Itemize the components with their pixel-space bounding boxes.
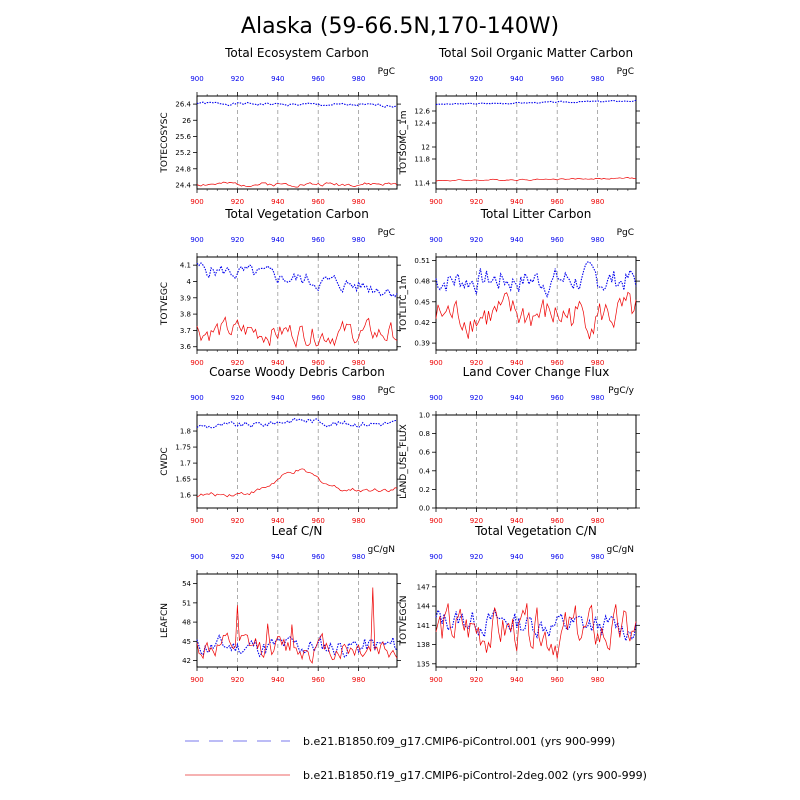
y-tick-label: 4 <box>186 277 191 286</box>
y-tick-label: 147 <box>416 583 430 592</box>
x-tick-label-bottom: 940 <box>510 517 524 525</box>
panel-8 <box>399 524 640 684</box>
panel-title: Leaf C/N <box>271 524 323 538</box>
x-tick-label-bottom: 900 <box>429 359 443 367</box>
panel-units: PgC <box>377 67 395 77</box>
x-tick-label-top: 980 <box>590 75 605 83</box>
x-tick-label-bottom: 920 <box>469 359 484 367</box>
x-tick-label-bottom: 960 <box>550 517 564 525</box>
x-tick-label-bottom: 940 <box>271 359 285 367</box>
panel-units: PgC <box>377 386 395 396</box>
y-tick-label: 45 <box>182 637 191 646</box>
x-tick-label-top: 900 <box>429 75 443 83</box>
figure-title: Alaska (59-66.5N,170-140W) <box>240 14 560 39</box>
x-tick-label-bottom: 940 <box>510 359 524 367</box>
y-tick-label: 144 <box>416 602 430 611</box>
y-tick-label: 0.6 <box>418 448 430 457</box>
x-tick-label-top: 980 <box>351 75 366 83</box>
x-tick-label-bottom: 900 <box>190 676 204 684</box>
y-tick-label: 1.75 <box>175 443 191 452</box>
series-line-blue <box>436 100 636 104</box>
series-line-blue <box>197 263 397 297</box>
x-tick-label-top: 900 <box>190 236 204 244</box>
x-tick-label-top: 940 <box>510 236 524 244</box>
x-tick-label-bottom: 900 <box>429 198 443 206</box>
plot-frame <box>436 257 636 350</box>
x-tick-label-top: 900 <box>190 394 204 402</box>
x-tick-label-bottom: 960 <box>311 198 325 206</box>
x-tick-label-bottom: 980 <box>351 676 366 684</box>
series-line-red <box>436 178 636 182</box>
plot-frame <box>197 415 397 508</box>
x-tick-label-bottom: 940 <box>271 517 285 525</box>
series-line-red <box>436 292 636 339</box>
series-line-blue <box>197 636 397 657</box>
y-tick-label: 0.48 <box>414 277 430 286</box>
y-tick-label: 25.6 <box>175 132 191 141</box>
panel-2 <box>399 46 640 206</box>
x-tick-label-top: 940 <box>510 553 524 561</box>
y-tick-label: 135 <box>416 660 430 669</box>
x-tick-label-bottom: 980 <box>590 359 605 367</box>
x-tick-label-top: 920 <box>469 75 484 83</box>
plot-frame <box>197 257 397 350</box>
y-tick-label: 51 <box>182 599 191 608</box>
x-tick-label-bottom: 900 <box>429 676 443 684</box>
y-axis-label: TOTVEGC <box>160 281 170 326</box>
y-tick-label: 0.4 <box>418 467 430 476</box>
x-tick-label-bottom: 920 <box>469 198 484 206</box>
x-tick-label-top: 980 <box>590 553 605 561</box>
x-tick-label-top: 900 <box>429 553 443 561</box>
series-line-red <box>197 317 397 347</box>
panel-6 <box>399 365 640 525</box>
x-tick-label-top: 900 <box>190 75 204 83</box>
y-tick-label: 141 <box>416 621 430 630</box>
x-tick-label-top: 960 <box>311 394 325 402</box>
y-tick-label: 1.0 <box>418 411 430 420</box>
plot-frame <box>436 96 636 189</box>
y-tick-label: 12.6 <box>414 107 430 116</box>
x-tick-label-bottom: 920 <box>469 676 484 684</box>
panel-units: PgC <box>616 67 634 77</box>
y-tick-label: 3.6 <box>179 343 191 352</box>
plot-frame <box>197 574 397 667</box>
y-tick-label: 54 <box>182 580 191 589</box>
panel-1 <box>160 46 401 206</box>
panel-4 <box>399 207 640 367</box>
series-line-red <box>197 588 397 664</box>
y-tick-label: 0.45 <box>414 298 430 307</box>
y-axis-label: TOTVEGCN <box>399 595 409 646</box>
y-tick-label: 138 <box>416 641 430 650</box>
x-tick-label-top: 960 <box>550 394 564 402</box>
y-tick-label: 11.8 <box>414 155 430 164</box>
x-tick-label-bottom: 920 <box>469 517 484 525</box>
panel-title: Total Ecosystem Carbon <box>225 46 369 60</box>
y-axis-label: TOTLITC_1m <box>399 275 409 332</box>
y-tick-label: 11.4 <box>414 179 430 188</box>
panel-title: Total Vegetation Carbon <box>225 207 369 221</box>
y-tick-label: 1.65 <box>175 475 191 484</box>
panels <box>160 46 640 684</box>
y-axis-label: LEAFCN <box>160 602 170 639</box>
x-tick-label-top: 900 <box>429 394 443 402</box>
series-line-red <box>197 469 397 497</box>
x-tick-label-top: 980 <box>351 394 366 402</box>
x-tick-label-top: 960 <box>311 75 325 83</box>
y-tick-label: 4.1 <box>179 261 191 270</box>
x-tick-label-top: 960 <box>311 236 325 244</box>
y-tick-label: 0.51 <box>414 256 430 265</box>
x-tick-label-top: 940 <box>271 553 285 561</box>
plot-frame <box>436 415 636 508</box>
x-tick-label-top: 960 <box>550 553 564 561</box>
y-axis-label: CWDC <box>160 447 170 476</box>
panel-units: gC/gN <box>606 545 634 555</box>
x-tick-label-bottom: 960 <box>311 359 325 367</box>
panel-title: Coarse Woody Debris Carbon <box>209 365 385 379</box>
legend-label-blue: b.e21.B1850.f09_g17.CMIP6-piControl.001 (yrs 900-999) <box>303 735 616 748</box>
panel-units: gC/gN <box>367 545 395 555</box>
x-tick-label-bottom: 920 <box>230 517 245 525</box>
x-tick-label-top: 980 <box>351 236 366 244</box>
x-tick-label-top: 940 <box>271 394 285 402</box>
x-tick-label-top: 960 <box>550 75 564 83</box>
x-tick-label-bottom: 980 <box>590 676 605 684</box>
y-tick-label: 25.2 <box>175 149 191 158</box>
y-tick-label: 1.6 <box>179 491 191 500</box>
panel-units: PgC/y <box>608 386 634 396</box>
series-line-red <box>436 603 636 658</box>
x-tick-label-bottom: 900 <box>190 517 204 525</box>
legend <box>185 735 647 782</box>
x-tick-label-bottom: 980 <box>590 198 605 206</box>
panel-3 <box>160 207 401 367</box>
x-tick-label-bottom: 920 <box>230 676 245 684</box>
y-tick-label: 3.8 <box>179 310 191 319</box>
x-tick-label-bottom: 960 <box>311 517 325 525</box>
x-tick-label-top: 920 <box>230 236 245 244</box>
x-tick-label-top: 900 <box>429 236 443 244</box>
plot-frame <box>197 96 397 189</box>
x-tick-label-bottom: 920 <box>230 198 245 206</box>
y-tick-label: 0.8 <box>418 430 430 439</box>
y-tick-label: 24.4 <box>175 181 191 190</box>
x-tick-label-bottom: 980 <box>351 517 366 525</box>
y-tick-label: 42 <box>182 657 191 666</box>
x-tick-label-top: 920 <box>230 394 245 402</box>
series-line-blue <box>436 262 636 296</box>
x-tick-label-bottom: 960 <box>550 359 564 367</box>
x-tick-label-bottom: 940 <box>510 676 524 684</box>
x-tick-label-bottom: 980 <box>590 517 605 525</box>
panel-units: PgC <box>377 228 395 238</box>
x-tick-label-bottom: 960 <box>311 676 325 684</box>
x-tick-label-top: 940 <box>271 236 285 244</box>
x-tick-label-bottom: 980 <box>351 198 366 206</box>
x-tick-label-bottom: 960 <box>550 676 564 684</box>
y-tick-label: 1.7 <box>179 459 191 468</box>
y-tick-label: 12.4 <box>414 119 430 128</box>
y-tick-label: 3.7 <box>179 326 191 335</box>
panel-units: PgC <box>616 228 634 238</box>
panel-5 <box>160 365 401 525</box>
x-tick-label-top: 900 <box>190 553 204 561</box>
x-tick-label-bottom: 900 <box>190 359 204 367</box>
x-tick-label-top: 920 <box>230 75 245 83</box>
series-line-blue <box>197 102 397 107</box>
y-tick-label: 24.8 <box>175 165 191 174</box>
x-tick-label-bottom: 900 <box>429 517 443 525</box>
legend-label-red: b.e21.B1850.f19_g17.CMIP6-piControl-2deg.002 (yrs 900-999) <box>303 769 647 782</box>
x-tick-label-top: 960 <box>550 236 564 244</box>
y-tick-label: 12 <box>421 143 430 152</box>
panel-title: Total Soil Organic Matter Carbon <box>438 46 634 60</box>
x-tick-label-top: 980 <box>351 553 366 561</box>
x-tick-label-bottom: 940 <box>271 198 285 206</box>
x-tick-label-top: 960 <box>311 553 325 561</box>
panel-title: Total Litter Carbon <box>480 207 592 221</box>
y-axis-label: LAND_USE_FLUX <box>399 424 409 499</box>
y-tick-label: 26.4 <box>175 100 191 109</box>
panel-title: Land Cover Change Flux <box>462 365 610 379</box>
panel-7 <box>160 524 401 684</box>
x-tick-label-bottom: 960 <box>550 198 564 206</box>
y-tick-label: 48 <box>182 618 191 627</box>
panel-title: Total Vegetation C/N <box>475 524 597 538</box>
y-tick-label: 0.0 <box>418 504 430 513</box>
y-tick-label: 1.8 <box>179 427 191 436</box>
x-tick-label-bottom: 940 <box>271 676 285 684</box>
x-tick-label-bottom: 920 <box>230 359 245 367</box>
x-tick-label-top: 920 <box>230 553 245 561</box>
y-axis-label: TOTSOMC_1m <box>399 110 409 175</box>
x-tick-label-top: 920 <box>469 553 484 561</box>
x-tick-label-top: 920 <box>469 394 484 402</box>
y-tick-label: 26 <box>182 116 191 125</box>
x-tick-label-bottom: 980 <box>351 359 366 367</box>
y-axis-label: TOTECOSYSC <box>160 112 170 173</box>
x-tick-label-top: 940 <box>510 75 524 83</box>
x-tick-label-top: 980 <box>590 394 605 402</box>
series-line-red <box>197 182 397 187</box>
x-tick-label-top: 920 <box>469 236 484 244</box>
x-tick-label-top: 940 <box>510 394 524 402</box>
x-tick-label-bottom: 900 <box>190 198 204 206</box>
x-tick-label-bottom: 940 <box>510 198 524 206</box>
x-tick-label-top: 980 <box>590 236 605 244</box>
series-line-blue <box>197 418 397 428</box>
y-tick-label: 0.2 <box>418 485 430 494</box>
x-tick-label-top: 940 <box>271 75 285 83</box>
y-tick-label: 0.39 <box>414 339 430 348</box>
y-tick-label: 0.42 <box>414 318 430 327</box>
y-tick-label: 3.9 <box>179 294 191 303</box>
